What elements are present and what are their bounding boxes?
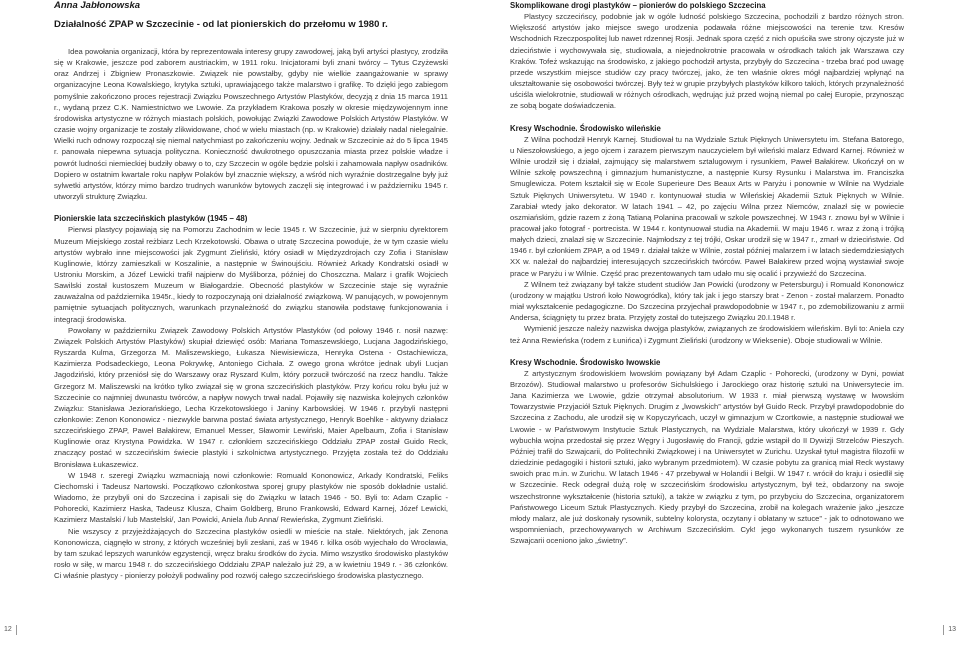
paragraph: Z Wilna pochodził Henryk Karnej. Studiował tu na Wydziale Sztuk Pięknych Uniwersytetu im. Stefana Batorego, u Nieszołowskiego, a jego ojcem i zarazem pierwszym nauczycielem był wileński malarz Edward Karnej. Również w Wilnie urodził się i działał, zajmujący się malarstwem sztalugowym i rysunkiem, Paweł Bałakirew. Ukończył on w Wilnie szkołę powszechną i gimnazjum humanistyczne, a następnie Kursy Rysunku i Malarstwa im. Franciszka Smuglewicza. Potem kształcił się w Ecole Superieure Des Beaux Arts w Paryżu i ponownie w Wilnie na Wydziale Sztuk Pięknych Uniwersytetu. W 1940 r. kontynuował studia w Wileńskiej Akademii Sztuk Pięknych w Wilnie. Zarabiał wtedy jako dekorator. W latach 1941 – 42, po zajęciu Wilna przez Niemców, znalazł się w powiecie oszmiańskim, gdzie razem z żoną Tatianą Polanina pracowali w szkole powszechnej. W 1943 r. znowu był w Wilnie i pracował jako fotograf - portrecista. W 1944 r. kontynuował studia na Akademii. W maju 1946 r. wraz z żoną i trójką małych dzieci, znalazł się w Szczecinie. Najmłodszy z tej trójki, Oskar urodził się w 1947 r., zmarł w dzieciństwie. Od 1946 r. był członkiem ZPAP, a od 1949 r. działał także w Wilnie, został później malarzem i w latach siedemdziesiątych XX w. należał do najbardziej interesujących szczecińskich twórców. Paweł Bałakirew przed wojną wystawiał swoje prace w Paryżu i w Wilnie. Część prac prezentowanych tam udało mu się ocalić i przywieźć do Szczecina. xyxy=(510,134,904,278)
author-name: Anna Jabłonowska xyxy=(54,0,141,11)
paragraph: Z artystycznym środowiskiem lwowskim powiązany był Adam Czaplic - Pohorecki, (urodzony w Dyni, powiat Brzozów). Studiował malarstwo u profesorów Sichulskiego i Jarockiego oraz historię sztuki na Uniwersytecie im. Jana Kazimierza we Lwowie, gdzie otrzymał absolutorium. W 1933 r. miał pierwszą wystawę w lwowskim Towarzystwie Przyjaciół Sztuk Pięknych. Drugim z „lwowskich” artystów był Guido Reck. Przybył prawdopodobnie do Szczecina z Zachodu, ale urodził się w Kopyczyńcach, uczył w gimnazjum w Czortkowie, a następnie studiował we Lwowie - w Państwowym Instytucie Sztuk Plastycznych, na Wydziale Malarstwa, który ukończył w 1939 r. Gdy wybuchła wojna przedostał się przez Węgry i Jugosławię do Francji, gdzie wstąpił do II Dywizji Strzelców Pieszych. Później trafił do Szwajcarii, do Politechniki Związkowej i na Uniwersytet w Zurichu. Uzyskał tytuł magistra filozofii w dziedzinie pedagogiki i historii sztuki, jako wybranym przedmiotem). W czasie pobytu za granicą miał Reck wystawy swoich prac m.in. w Zurichu. W latach 1946 - 47 przebywał w Holandii i Belgii. W 1947 r. wrócił do kraju i osiedlił się w Szczecinie. Reck odegrał dużą rolę w szczecińskim środowisku artystycznym, był też, obdarzony na swoje wszechstronne wykształcenie (historia sztuki), a także w związku z tym, po przybyciu do Szczecina, organizatorem Państwowego Liceum Sztuk Plastycznych. Kiedy przybył do Szczecina, zrobił na kolegach wrażenie jako „jeszcze młody malarz, ale już doskonały rysownik, subtelny kolorysta, oczytany i obłatany w sztuce” - jak to odnotowano we wspomnieniach, przechowywanych w Archiwum Szczecińskim. Cyk! jego wykonanych tuszem rysunków ze Szwajcarii oceniono jako „świetny”. xyxy=(510,368,904,546)
paragraph: Pierwsi plastycy pojawiają się na Pomorzu Zachodnim w lecie 1945 r. W Szczecinie, już w sierpniu dyrektorem Muzeum Miejskiego został reżbiarz Lech Krzekotowski. Obawa o utratę Szczecina powoduje, że w tym czasie wielu artystów wybrało inne miejscowości jak Zygmunt Zieliński, który osiadł w Międzyzdrojach czy Zofia i Stanisław Kuglinowie, którzy zamieszkali w Koszalinie, a następnie w Świnoujściu. Również Arkady Kondratski osiadł w Ustroniu Morskim, a Józef Lewicki trafił najpierw do Myśliborza, później do Choszczna. Malarz i grafik Wojciech Sawilski został kustoszem Muzeum w Białogardzie. Obecność plastyków w Szczecinie staje się wyraźnie zauważalna od października 1945r., kiedy to rozpoczynają oni działalność związkową. W panujących, w powojennym pamiętnie sytuacjach politycznych, warunkach przynależność do związku stanowiła podstawę funkcjonowania i integracji środowiska. xyxy=(54,225,448,324)
paragraph: W 1948 r. szeregi Związku wzmacniają nowi członkowie: Romuald Kononowicz, Arkady Kondratski, Feliks Ciechomski i Tadeusz Nartowski. Początkowo członkostwa sporej grupy plastyków nie sposób dokładnie ustalić. Wiadomo, że przybyli oni do Szczecina i zapisali się do Związku w latach 1946 - 50. Byli to: Adam Czaplic - Pohorecki, Kazimierz Haska, Tadeusz Klusza, Chaim Goldberg, Bruno Frankowski, Edward Karnej, Józef Lewicki, Kazimierz Mastalski / lub Mastelski/, Jan Powicki, Aniela /lub Anna/ Rewieńska, Zygmunt Zieliński. xyxy=(54,470,448,525)
page-number-left: 12 xyxy=(4,626,12,633)
paragraph: Z Wilnem też związany był także student studiów Jan Powicki (urodzony w Petersburgu) i Romuald Kononowicz (urodzony w majątku Ustroń koło Nowogródka), który tak jak i jego starszy brat - Zenon - został malarzem. Ponadto miał wykształcenie pedagogiczne. Do Szczecina przyjechał prawdopodobnie w 1947 r., po zdemobilizowaniu z armii Andersa, ściągnięty tu przez brata. Przyjęty został do tutejszego Związku 20.I.1948 r. xyxy=(510,279,904,323)
paragraph: Powołany w październiku Związek Zawodowy Polskich Artystów Plastyków (od połowy 1946 r. nosił nazwę: Związek Polskich Artystów Plastyków) skupiał dziewięć osób: Mariana Tomaszewskiego, Lucjana Jagodzińskiego, Ryszarda Kulma, Grzegorza M. Maliszewskiego, Łukasza Niewisiewicza, Henryka Ostena - Ostachiewicza, Kazimierza Podsadeckiego, Leona Pokrywkę, Antoniego Cichała. Z owego grona wkrótce jednak ubyli Lucjan Jagodziński, który przeniósł się do Warszawy oraz Ryszard Kulm, który porzucił twórczość na rzecz handlu. Także Grzegorz M. Maliszewski na krótko tylko związał się w grona szczecińskich plastyków. Przy końcu roku byłu już w Szczecinie co najmniej dwunastu twórców, a napływ nowych trwał nadal. Pojawiły się nazwiska kolejnych członków Związku: Stanisława Jeziorańskiego, Lecha Krzekotowskiego i Janiny Karbowskiej. W 1946 r. przybyli następni członkowie: Zenon Kononowicz - niezwykle barwna postać świata artystycznego, Henryk Boehlke - aktywny działacz szczecińskiego ZPAP, Paweł Bałakirew, Emanuel Messer, Sławomir Lewiński, Maier Apelbaum, Zofia i Stanisław Kuglinowie oraz Krystyna Powidzka. W 1947 r. członkiem szczecińskiego Oddziału ZPAP został Guido Reck, znaczący postać w szczecińskim świecie plastyki i szkolnictwa artystycznego. Przyjęta została też do Oddziału Bronisława Łukaszewicz. xyxy=(54,325,448,469)
paragraph: Idea powołania organizacji, która by reprezentowała interesy grupy zawodowej, jaką byli artyści plastycy, zrodziła się w Krakowie, jeszcze pod zaborem austriackim, w 1911 roku. Inicjatorami byli znani twórcy – Tytus Czyżewski oraz Andrzej i Zbigniew Pronaszkowie. Związek nie powstałby, gdyby nie wielkie zaangażowanie w sprawy organizacyjne Leona Kowalskiego, krytyka sztuki, uprawiającego także malarstwo i grafikę. To dzięki jego zabiegom pomyślnie zakończono proces rejestracji Związku Powszechnego Artystów Plastyków, decyzją z dnia 15 marca 1911 r., wydaną przez C.K. Namiestnictwo we Lwowie. Za przykładem Krakowa poszły w okresie międzywojennym inne środowiska artystyczne w różnych miastach polskich, powołując Związki Zawodowe Polskich Artystów Plastyków. W czasie wojny organizacje te zostały zlikwidowane, choć w wielu miastach (np. w Krakowie) działały nadal nielegalnie. Wielki ruch odnowy rozpoczął się niemal natychmiast po zakończeniu wojny. Jednak w Szczecinie aż do 5 lipca 1945 r. panowała niepewna sytuacja polityczna. Konieczność dwukrotnego opuszczania miasta przez polskie władze i powrót ludności niemieckiej budziły obawy o to, czy Szczecin w ogóle będzie polski i zahamowała napływ osadników. Dopiero w ostatnim kwartale roku napływ Polaków był znacznie większy, a wśród nich wyraźnie dostrzegalne były już sylwetki artystów, którzy mimo bardzo trudnych warunków bytowych zaczęli się integrować i w październiku 1945 r. utworzyli strukturę Związku. xyxy=(54,47,448,202)
page-number-rule xyxy=(943,625,944,635)
section-heading: Skomplikowane drogi plastyków – pionierów do polskiego Szczecina xyxy=(510,1,766,10)
paragraph: Wymienić jeszcze należy nazwiska dwojga plastyków, związanych ze środowiskiem wileńskim. Byli to: Aniela czy też Anna Rewieńska (rodem z Łunińca) i Zygmunt Zieliński (urodzony w Wieksenie). Oboje studiowali w Wilnie. xyxy=(510,324,904,345)
page-number-right: 13 xyxy=(948,626,956,633)
section-heading: Pionierskie lata szczecińskich plastyków (1945 – 48) xyxy=(54,214,248,224)
left-column xyxy=(54,0,448,581)
section-heading: Kresy Wschodnie. Środowisko lwowskie xyxy=(510,357,661,367)
right-column xyxy=(510,0,904,546)
paragraph: Nie wszyscy z przyjeżdżających do Szczecina plastyków osiedli w mieście na stałe. Niektórych, jak Zenona Kononowicza, ciągnęło w strony, z których wcześniej byli zesłani, zaś w 1946 r. kilka osób wyjechało do Wrocławia, by tam szukać lepszych warunków egzystencji, wręcz braku środków do życia. Mimo wszystko środowisko plastyków rosło w siłę, w marcu 1948 r. do szczecińskiego Oddziału ZPAP należało już 29, a w kwietniu 1949 r. - 36 członków. Ci właśnie plastycy - pionierzy położyli podwaliny pod rozwój całego szczecińskiego środowiska plastycznego. xyxy=(54,526,448,581)
page-number-rule xyxy=(16,625,17,635)
section-heading: Kresy Wschodnie. Środowisko wileńskie xyxy=(510,123,661,133)
article-title: Działalność ZPAP w Szczecinie - od lat pionierskich do przełomu w 1980 r. xyxy=(54,19,388,30)
paragraph: Plastycy szczecińscy, podobnie jak w ogóle ludność polskiego Szczecina, pochodzili z bardzo różnych stron. Większość artystów jako miejsce swego urodzenia podawała różne miejscowości na terenie tzw. Kresów Wschodnich Rzeczpospolitej lub nawet rdzennej Rosji. Jednak spora część z nich opuściła swe strony ojczyste już w dzieciństwie i wychowywała się, studiowała, a niejednokrotnie pracowała w ośrodkach takich jak Warszawa czy Kraków. Tofeż wskazując na środowisko, z jakiego pochodził artysta, przybyły do Szczecina - trzeba brać pod uwagę przede wszystkim miejsce studiów czy pracy twórczej, jako, że ten właśnie okres mógł najbardziej wpłynąć na ukształtowanie się osobowości twórczej. Były też w grupie przybyłych plastyków kilkoro takich, których przynależność uściśla wielokrotnie, studiowali w różnych ośrodkach, wędrując już przed wojną niemal po całej Europie, przynosząc ze sobą bogate doświadczenia. xyxy=(510,12,904,111)
